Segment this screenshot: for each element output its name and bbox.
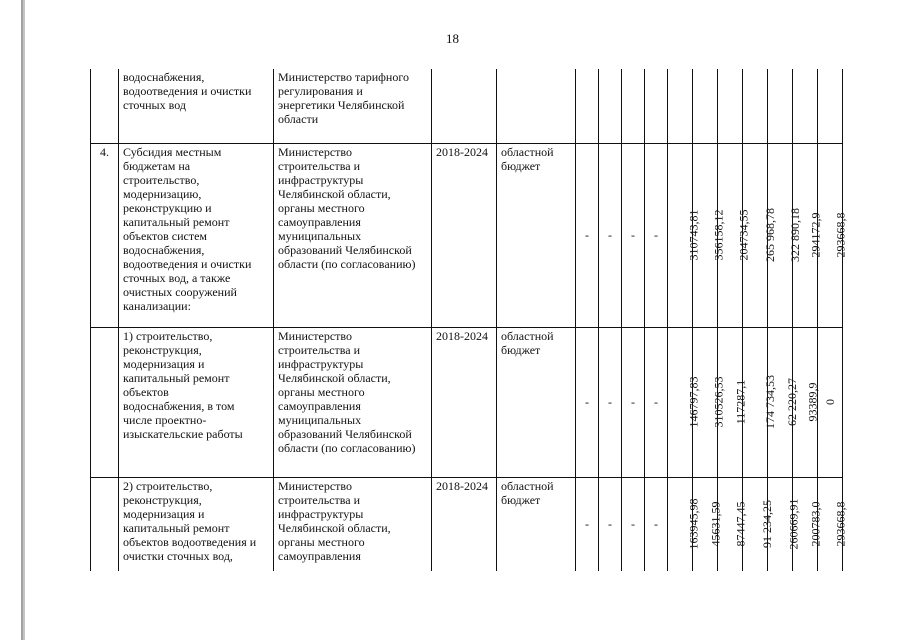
amount-cell	[818, 477, 848, 571]
empty-year-cell	[645, 477, 668, 571]
funding-source-cell	[497, 69, 576, 143]
table-row	[91, 327, 843, 477]
executor-cell: Министерство строительства и инфраструктуры Челябинской области, органы местного самоуправления муниципальных образований Челябинской области (по согласованию)	[274, 143, 432, 327]
amount-value: 62 220,27	[785, 378, 799, 426]
amount-value: 163945,98	[686, 498, 701, 550]
amount-cell	[818, 69, 843, 143]
funding-source-cell: областной бюджет	[497, 477, 576, 571]
amount-cell	[793, 69, 818, 143]
dash-value: -	[608, 517, 612, 532]
amount-cell	[668, 327, 701, 477]
amount-cell	[693, 143, 726, 327]
amount-cell	[743, 327, 777, 477]
funding-source-cell: областной бюджет	[497, 143, 576, 327]
empty-year-cell	[599, 477, 622, 571]
row-number-cell	[91, 477, 119, 571]
amount-value: 174 734,53	[763, 375, 777, 429]
amount-value: 87447,45	[733, 501, 748, 547]
row-number-cell: 4.	[91, 143, 119, 327]
amount-value: 45631,59	[708, 501, 723, 547]
amount-cell	[668, 143, 701, 327]
amount-cell	[768, 327, 799, 477]
empty-year-cell	[576, 143, 599, 327]
dash-value: -	[585, 395, 589, 409]
amount-cell	[693, 327, 726, 477]
amount-value: 356158,12	[711, 209, 726, 261]
amount-cell	[743, 477, 774, 571]
row-number-cell	[91, 327, 119, 477]
empty-year-cell	[576, 477, 599, 571]
empty-year-cell	[622, 327, 645, 477]
executor-cell: Министерство тарифного регулирования и энергетики Челябинской области	[274, 69, 432, 143]
amount-value: 322 890,18	[788, 208, 802, 262]
amount-cell	[768, 143, 802, 327]
amount-cell	[668, 477, 701, 571]
empty-year-cell	[599, 143, 622, 327]
amount-cell	[818, 327, 843, 477]
empty-year-cell	[622, 143, 645, 327]
amount-value: 265 968,78	[763, 208, 777, 262]
measure-name-cell: Субсидия местным бюджетам на строительство, модернизацию, реконструкцию и капитальный ремонт объектов систем водоснабжения, водоотведения и очистки сточных вод, а также очистных сооружений канализации:	[119, 143, 274, 327]
amount-cell	[743, 143, 777, 327]
row-number-cell	[91, 69, 119, 143]
executor-cell: Министерство строительства и инфраструктуры Челябинской области, органы местного самоуправления	[274, 477, 432, 571]
amount-cell	[718, 69, 743, 143]
amount-value: 260669,91	[786, 498, 801, 550]
empty-year-cell	[645, 69, 668, 143]
period-cell: 2018-2024	[432, 327, 497, 477]
amount-value: 293668,8	[833, 501, 848, 547]
period-cell: 2018-2024	[432, 477, 497, 571]
amount-value: 310526,53	[711, 376, 726, 428]
amount-value: 310743,81	[686, 209, 701, 261]
empty-year-cell	[645, 327, 668, 477]
table-row	[91, 69, 843, 143]
empty-year-cell	[576, 69, 599, 143]
amount-value: 91 234,25	[760, 500, 774, 549]
executor-cell: Министерство строительства и инфраструктуры Челябинской области, органы местного самоуправления муниципальных образований Челябинской области (по согласованию)	[274, 327, 432, 477]
amount-cell	[718, 327, 748, 477]
table-row	[91, 143, 843, 327]
measure-name-cell: 1) строительство, реконструкция, модернизация и капитальный ремонт объектов водоснабжения, в том числе проектно- изыскательские работы	[119, 327, 274, 477]
dash-value: -	[608, 395, 612, 409]
amount-cell	[793, 477, 823, 571]
measure-name-cell: 2) строительство, реконструкция, модернизация и капитальный ремонт объектов водоотведения и очистки сточных вод,	[119, 477, 274, 571]
dash-value: -	[654, 517, 658, 532]
amount-value: 93389,9	[805, 382, 820, 422]
amount-cell	[768, 477, 801, 571]
period-cell	[432, 69, 497, 143]
table-row	[91, 477, 843, 571]
amount-cell	[718, 143, 751, 327]
dash-value: -	[631, 228, 635, 242]
amount-value: 0	[823, 399, 837, 405]
amount-cell	[793, 143, 823, 327]
page-number: 18	[446, 31, 459, 46]
amount-value: 117287,1	[733, 379, 748, 425]
empty-year-cell	[622, 477, 645, 571]
empty-year-cell	[645, 143, 668, 327]
dash-value: -	[585, 517, 589, 532]
amount-cell	[668, 69, 693, 143]
amount-cell	[818, 143, 848, 327]
dash-value: -	[608, 228, 612, 242]
amount-value: 200783,0	[808, 501, 823, 547]
dash-value: -	[631, 395, 635, 409]
dash-value: -	[631, 517, 635, 532]
amount-value: 204734,55	[736, 209, 751, 261]
amount-cell	[693, 69, 718, 143]
dash-value: -	[585, 228, 589, 242]
empty-year-cell	[576, 327, 599, 477]
empty-year-cell	[599, 327, 622, 477]
funding-source-cell: областной бюджет	[497, 327, 576, 477]
amount-cell	[693, 477, 723, 571]
amount-cell	[793, 327, 818, 477]
amount-cell	[743, 69, 768, 143]
dash-value: -	[654, 395, 658, 409]
amount-cell	[718, 477, 748, 571]
empty-year-cell	[599, 69, 622, 143]
dash-value: -	[654, 228, 658, 242]
amount-cell	[768, 69, 793, 143]
program-table	[90, 69, 848, 571]
amount-value: 146797,83	[686, 376, 701, 428]
measure-name-cell: водоснабжения, водоотведения и очистки сточных вод	[119, 69, 274, 143]
period-cell: 2018-2024	[432, 143, 497, 327]
amount-value: 293668,8	[833, 212, 848, 258]
amount-value: 294172,9	[808, 212, 823, 258]
empty-year-cell	[622, 69, 645, 143]
